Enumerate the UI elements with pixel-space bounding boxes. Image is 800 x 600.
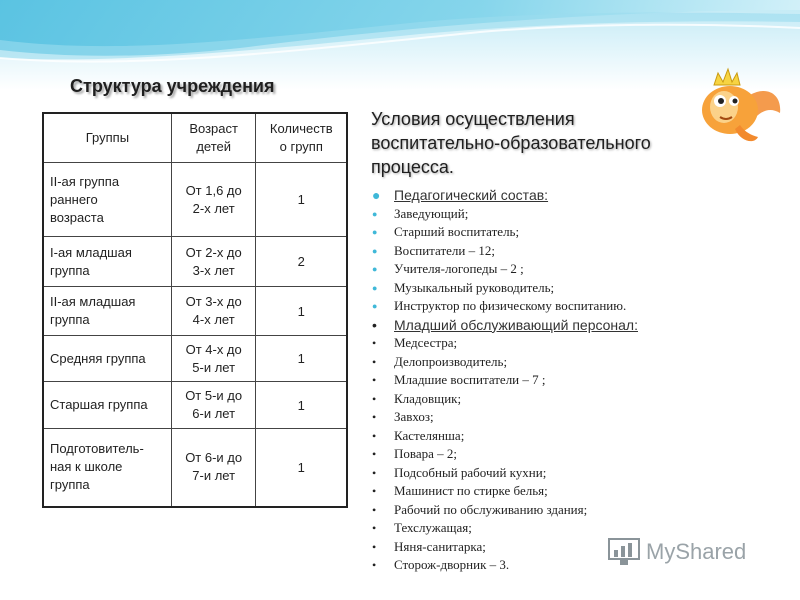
bullet-icon: •: [372, 428, 377, 443]
table-header-row: [43, 113, 347, 163]
bullet-icon: ●: [372, 227, 378, 237]
staff-list-item: • Няня-санитарка;: [372, 538, 772, 557]
table-row: [43, 163, 347, 237]
bullet-icon: •: [372, 502, 377, 517]
group-count-cell: 1: [256, 163, 347, 237]
bullet-icon: •: [372, 465, 377, 480]
staff-list-item: • Рабочий по обслуживанию здания;: [372, 501, 772, 520]
bullet-icon: •: [372, 373, 377, 387]
bullet-icon: •: [372, 391, 377, 406]
age-range-cell: От 3-х до 4-х лет: [171, 287, 256, 336]
age-range-cell: От 2-х до 3-х лет: [171, 237, 256, 287]
staff-list-item: • Младшие воспитатели – 7 ;: [372, 371, 772, 390]
group-count-cell: 1: [256, 382, 347, 429]
logo-text: MyShared: [646, 539, 747, 564]
bullet-icon: •: [372, 316, 377, 333]
bullet-icon: •: [372, 521, 377, 535]
staff-section-heading: ● Педагогический состав:: [372, 187, 549, 203]
bullet-icon: ●: [372, 301, 378, 311]
bullet-icon: ●: [372, 282, 378, 293]
staff-list-item: ● Инструктор по физическому воспитанию.: [372, 297, 772, 316]
group-count-cell: 1: [256, 287, 347, 336]
myshared-logo: [608, 538, 746, 566]
group-name-cell: Старшая группа: [43, 382, 171, 429]
table-row: [43, 237, 347, 287]
staff-list-item: • Завхоз;: [372, 408, 772, 427]
bullet-icon: •: [372, 410, 377, 424]
group-name-cell: Средняя группа: [43, 336, 171, 382]
bullet-icon: •: [372, 484, 377, 498]
staff-list-item: • Подсобный рабочий кухни;: [372, 464, 772, 483]
table-row: [43, 429, 347, 507]
age-range-cell: От 5-и до 6-и лет: [171, 382, 256, 429]
header-age: Возраст детей: [171, 113, 256, 163]
bullet-icon: •: [372, 558, 377, 572]
staff-list-item: • Кастелянша;: [372, 427, 772, 446]
staff-list-item: ● Музыкальный руководитель;: [372, 279, 772, 298]
goldfish-image: [690, 55, 786, 151]
bullet-icon: ●: [372, 245, 378, 256]
group-count-cell: 1: [256, 336, 347, 382]
staff-section-heading: • Младший обслуживающий персонал:: [372, 316, 638, 333]
table-row: [43, 382, 347, 429]
groups-table: [42, 112, 348, 508]
staff-list-item: ● Воспитатели – 12;: [372, 242, 772, 261]
staff-list-item: • Повара – 2;: [372, 445, 772, 464]
group-count-cell: 1: [256, 429, 347, 507]
conditions-heading: Условия осуществления воспитательно-образовательного процесса.: [371, 109, 651, 177]
bullet-icon: ●: [372, 264, 378, 274]
age-range-cell: От 6-и до 7-и лет: [171, 429, 256, 507]
staff-list-item: ● Учителя-логопеды – 2 ;: [372, 260, 772, 279]
staff-list-item: • Кладовщик;: [372, 390, 772, 409]
group-count-cell: 2: [256, 237, 347, 287]
header-count: Количеств о групп: [256, 113, 347, 163]
bullet-icon: ●: [372, 187, 381, 203]
slide-title: Структура учреждения: [70, 76, 275, 96]
table-row: [43, 336, 347, 382]
bullet-icon: •: [372, 354, 377, 369]
staff-list-item: • Медсестра;: [372, 334, 772, 353]
group-name-cell: Подготовитель- ная к школе группа: [43, 429, 171, 507]
bullet-icon: •: [372, 447, 377, 461]
staff-list-item: • Машинист по стирке белья;: [372, 482, 772, 501]
group-name-cell: II-ая группа раннего возраста: [43, 163, 171, 237]
table-row: [43, 287, 347, 336]
logo-chart-icon: [608, 538, 642, 566]
staff-list-item: ● Заведующий;: [372, 205, 772, 224]
staff-list: [372, 186, 772, 575]
staff-list-item: ● Старший воспитатель;: [372, 223, 772, 242]
staff-list-item: • Техслужащая;: [372, 519, 772, 538]
staff-list-item: • Сторож-дворник – 3.: [372, 556, 772, 575]
age-range-cell: От 1,6 до 2-х лет: [171, 163, 256, 237]
bullet-icon: •: [372, 336, 377, 350]
staff-list-item: • Делопроизводитель;: [372, 353, 772, 372]
bullet-icon: •: [372, 539, 377, 554]
age-range-cell: От 4-х до 5-и лет: [171, 336, 256, 382]
group-name-cell: I-ая младшая группа: [43, 237, 171, 287]
bullet-icon: ●: [372, 208, 378, 219]
header-groups: Группы: [43, 113, 171, 163]
group-name-cell: II-ая младшая группа: [43, 287, 171, 336]
